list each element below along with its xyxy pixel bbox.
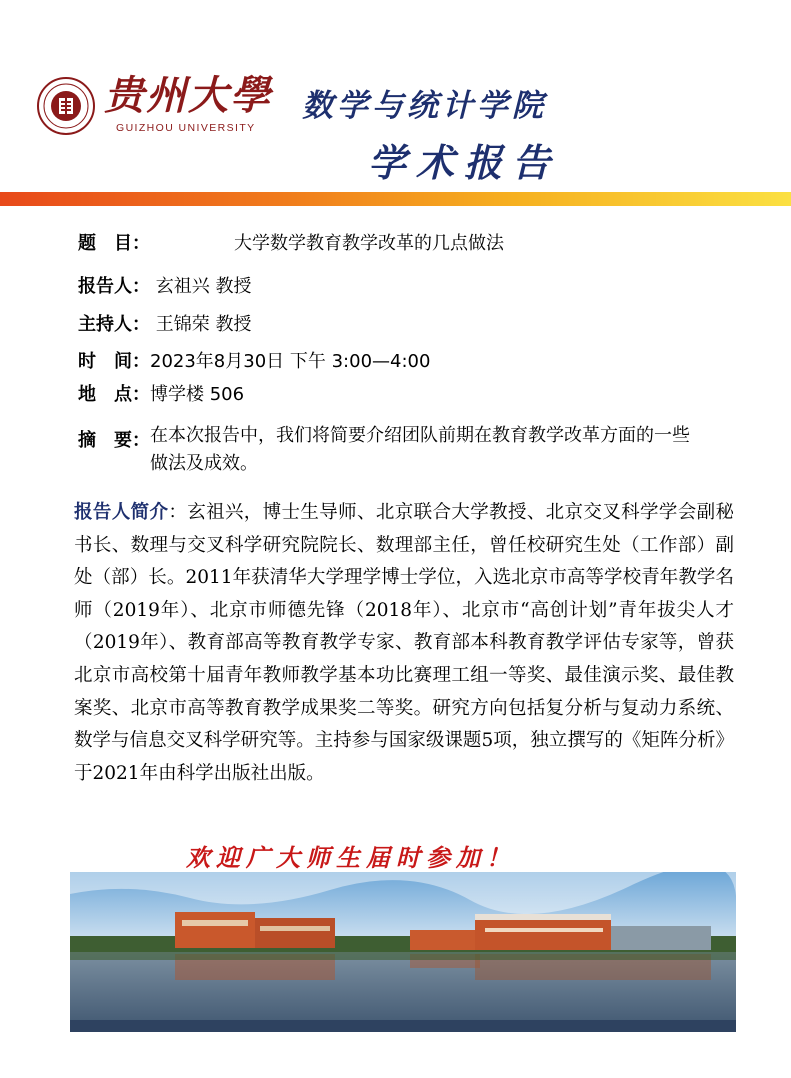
bio-text: ：玄祖兴，博士生导师、北京联合大学教授、北京交叉科学学会副秘书长、数理与交叉科学研究院院长、数理部主任，曾任校研究生处（工作部）副处（部）长。2011年获清华大学理学博士学位，入选北京市高等学校青年教学名师（2019年）、北京市师德先锋（2018年）、北京市“高创计划”青年拔尖人才（2019年）、教育部高等教育教学专家、教育部本科教育教学评估专家等，曾获北京市高校第十届青年教师教学基本功比赛理工组一等奖、最佳演示奖、最佳教案奖、北京市高等教育教学成果奖二等奖。研究方向包括复分析与复动力系统、数学与信息交叉科学研究等。主持参与国家级课题5项，独立撰写的《矩阵分析》于2021年由科学出版社出版。 (74, 502, 734, 784)
report-type-title: 学术报告 (368, 140, 561, 185)
abstract-label: 摘 要： (78, 430, 150, 451)
welcome-message: 欢迎广大师生届时参加！ (186, 843, 516, 872)
university-name-cn: 贵州大學 (104, 72, 272, 119)
abstract-row (78, 426, 728, 478)
campus-photo (70, 872, 736, 1032)
time-row (78, 347, 430, 373)
university-seal-icon (36, 76, 96, 136)
title-row (78, 229, 504, 255)
school-name: 数学与统计学院 (302, 88, 547, 124)
header-divider-band (0, 192, 791, 206)
place-label: 地 点： (78, 384, 150, 405)
speaker-bio (74, 497, 734, 790)
bio-label: 报告人简介 (74, 502, 169, 523)
host-value: 王锦荣 教授 (155, 314, 252, 335)
host-row (78, 310, 251, 336)
title-label: 题 目： (78, 233, 150, 254)
title-value: 大学数学教育教学改革的几点做法 (234, 233, 504, 254)
host-label: 主持人： (78, 314, 150, 335)
reporter-label: 报告人： (78, 276, 150, 297)
reporter-value: 玄祖兴 教授 (155, 276, 252, 297)
time-value: 2023年8月30日 下午 3:00—4:00 (150, 351, 431, 372)
place-row (78, 380, 244, 406)
abstract-value: 在本次报告中，我们将简要介绍团队前期在教育教学改革方面的一些做法及成效。 (150, 425, 690, 474)
time-label: 时 间： (78, 351, 150, 372)
reporter-row (78, 272, 251, 298)
university-name-en: GUIZHOU UNIVERSITY (116, 122, 256, 134)
place-value: 博学楼 506 (150, 384, 245, 405)
